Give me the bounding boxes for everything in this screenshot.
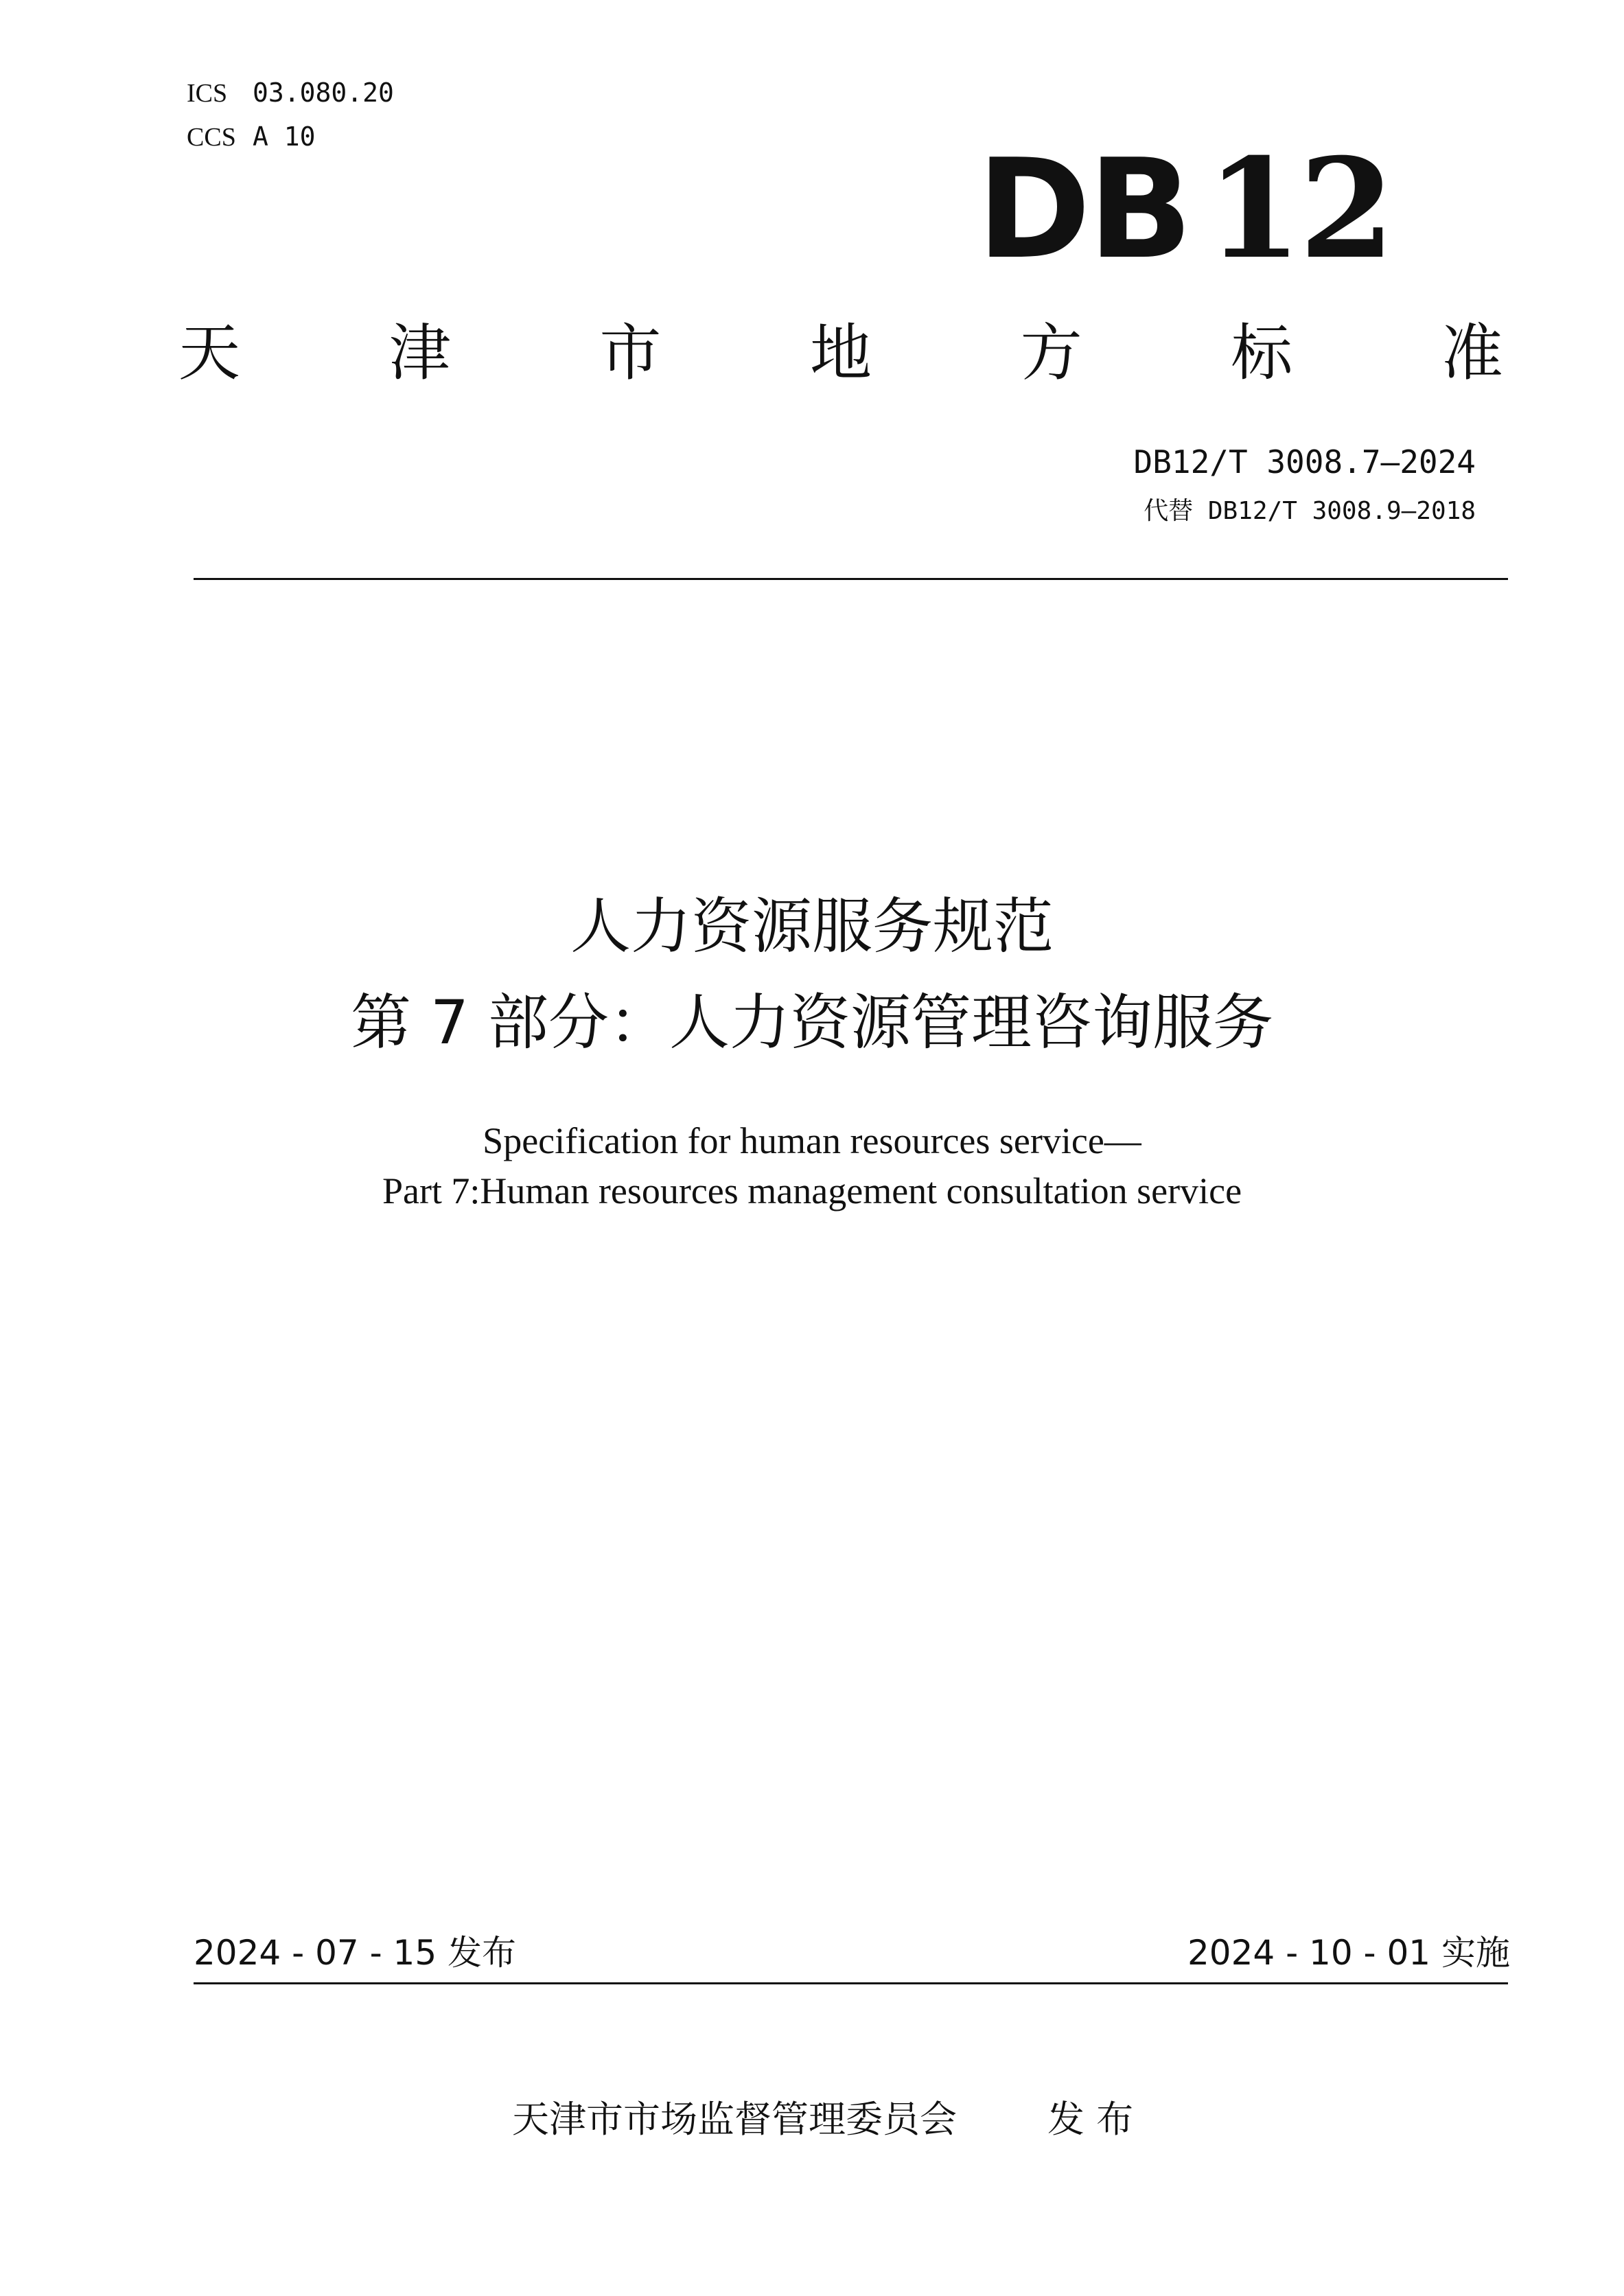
implementation-date: 2024 - 10 - 01 实施 [1187, 1933, 1510, 1973]
ccs-code [187, 121, 316, 153]
standard-type-heading [178, 316, 1503, 391]
title-zh-line2: 第 7 部分：人力资源管理咨询服务 [351, 987, 1273, 1058]
standard-type-char: 天 [178, 317, 240, 389]
db-logo-letters: DB [977, 130, 1190, 290]
db12-logo [977, 128, 1392, 290]
standard-type-char: 地 [809, 317, 872, 389]
standard-type-char: 市 [599, 317, 662, 389]
standard-type-char: 津 [388, 317, 451, 389]
header-divider [194, 578, 1508, 580]
ics-label: ICS [187, 79, 228, 108]
standard-number: DB12/T 3008.7—2024 [1133, 443, 1476, 480]
ics-value: 03.080.20 [253, 78, 394, 108]
footer-divider [194, 1982, 1508, 1984]
publisher-name: 天津市市场监督管理委员会 [512, 2098, 957, 2141]
publisher-action: 发 布 [1047, 2098, 1134, 2141]
ccs-value: A 10 [253, 121, 316, 152]
title-zh-line1: 人力资源服务规范 [570, 891, 1054, 962]
replaces-standard: 代替 DB12/T 3008.9—2018 [1144, 497, 1476, 525]
title-en-line1: Specification for human resources service— [483, 1120, 1141, 1161]
standard-type-char: 标 [1231, 317, 1293, 389]
db-logo-number: 12 [1206, 128, 1392, 290]
ccs-label: CCS [187, 123, 236, 152]
title-en-line2: Part 7:Human resources management consultation service [382, 1170, 1242, 1211]
ics-code [187, 77, 394, 109]
standard-type-char: 方 [1020, 317, 1082, 389]
standard-type-char: 准 [1441, 317, 1503, 389]
issue-date: 2024 - 07 - 15 发布 [194, 1933, 517, 1973]
